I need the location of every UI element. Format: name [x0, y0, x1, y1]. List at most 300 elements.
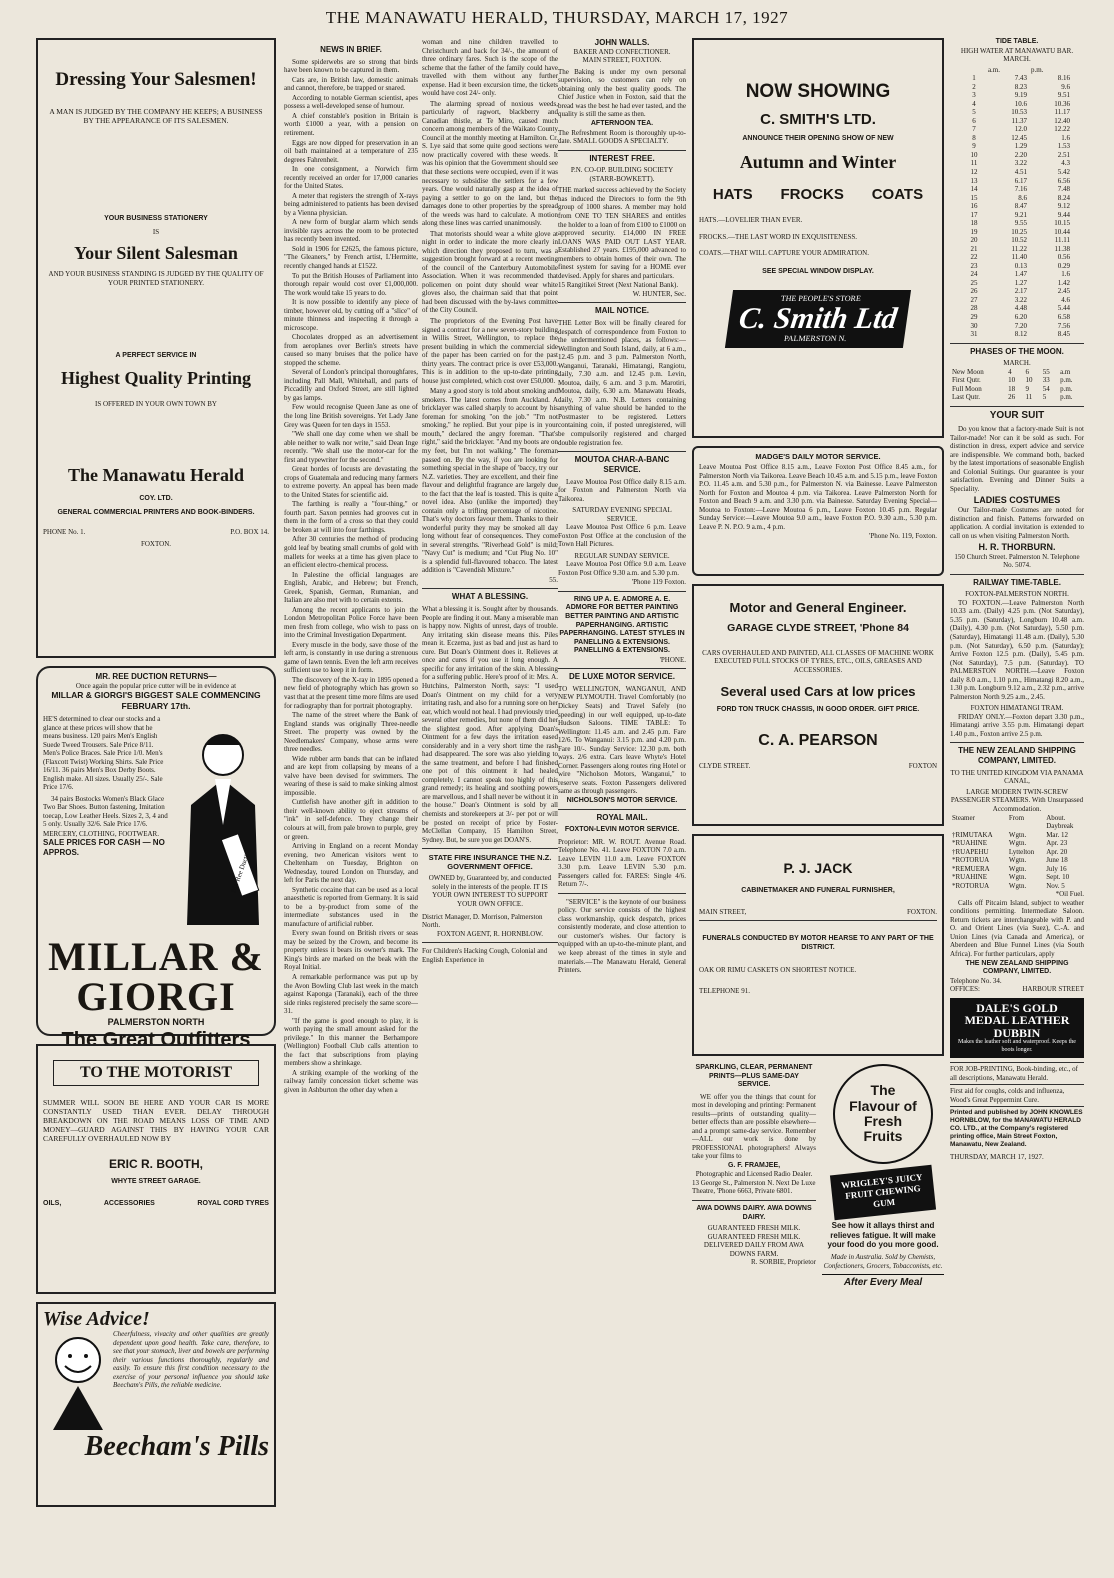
table-cell: 25 [970, 278, 978, 287]
table-row [962, 108, 1072, 117]
ad-line: MARCH. [1003, 359, 1031, 368]
ad-heading: Highest Quality Printing [60, 368, 251, 389]
news-item: A striking example of the working of the railway family concession ticket scheme was given in Ashburton the other day when a [284, 1068, 418, 1094]
table-row [950, 848, 1084, 857]
table-cell: 0.56 [1057, 253, 1070, 262]
news-item: The farthing is really a "four-thing," or fourth part. Saxon pennies had grooves cut in them in the form of a cross so that they could be broken at will into four farthings. [284, 500, 418, 534]
ad-line: MERCERY, CLOTHING, FOOTWEAR. [43, 829, 159, 838]
ad-line: District Manager, D. Morrison, Palmerston North. [422, 912, 543, 930]
table-cell: 6.56 [1057, 176, 1070, 185]
ad-line: 'PHONE. [659, 655, 686, 664]
ad-line: IS OFFERED IN YOUR OWN TOWN BY [95, 400, 217, 409]
ad-body: Our Tailor-made Costumes are noted for distinction and finish. Patterns forwarded on application. A cordial invitation is extended to call on us when visiting Palmerston North. [950, 506, 1084, 540]
section-title: THE NEW ZEALAND SHIPPING COMPANY, LIMITED. [950, 742, 1084, 766]
ad-line: 'Phone No. 119, Foxton. [869, 532, 937, 541]
table-cell: Full Moon [952, 384, 982, 393]
news-item: In one consignment, a Norwich firm recently received an order for 17,000 canaries for the United States. [284, 165, 418, 191]
table-cell: 29 [970, 313, 978, 321]
table-cell: 54 [1042, 384, 1050, 393]
table-row [962, 194, 1072, 203]
table-cell: 5 [1042, 393, 1047, 402]
ad-body: WE offer you the things that count for most in developing and printing: Permanent results—prints of outstanding quality—better effects than are possible elsewhere—and a prompt same-day service. Remember—ALL our work is done by PROFESSIONAL photographers! Always take your films to [692, 1092, 816, 1161]
news-item: Wide rubber arm bands that can be inflated and are kept from collapsing by means of a valve have been devised for swimmers. The wearing of these is said to make sinking almost impossible. [284, 754, 418, 797]
table-cell: 2.17 [1014, 287, 1027, 296]
ad-line: Telephone No. 34. [950, 976, 1002, 985]
ad-line: SALE PRICES FOR CASH — NO APPROS. [43, 838, 165, 858]
table-cell: Wgtn. [1008, 864, 1027, 873]
ad-heading: C. A. PEARSON [758, 731, 878, 749]
table-cell: New Moon [952, 367, 984, 376]
table-row [962, 219, 1072, 228]
table-cell: 8.47 [1014, 202, 1027, 211]
ad-body: 34 pairs Bostocks Women's Black Glace Two Bar Shoes. Button fastening, Imitation toecap, Low Leather Heels. Sizes 2, 3, 4 and 5 only. Usually 32/6. Sale Price 17/6. [43, 794, 168, 829]
section-title: DE LUXE MOTOR SERVICE. [558, 668, 686, 682]
ad-heading: Your Silent Salesman [74, 242, 238, 263]
table-cell: 8.12 [1014, 330, 1027, 339]
ad-body: The Baking is under my own personal supervision, so customers can rely on obtaining only the best quality goods. The Chief Justice when in Foxton, said that the bread was the best he had ever tasted, and the quality is still the same as then. [558, 67, 686, 119]
ad-line: TELEPHONE 91. [699, 986, 750, 995]
ad-line: ANNOUNCE THEIR OPENING SHOW OF NEW [742, 135, 894, 143]
ad-line: CABINETMAKER AND FUNERAL FURNISHER, [741, 887, 895, 895]
table-cell: 10.36 [1054, 99, 1070, 108]
news-item: "If the game is good enough to play, it is worth paying the small amount asked for the privilege." In this manner the Berhampore (Wellington) Football Club calls attention to the fact that subscriptions from playing members show a shrinkage. [284, 1016, 418, 1068]
ad-heading: SPARKLING, CLEAR, PERMANENT PRINTS—PLUS SAME-DAY SERVICE. [695, 1064, 813, 1089]
ad-line: FUNERALS CONDUCTED BY MOTOR HEARSE TO ANY PART OF THE DISTRICT. [702, 935, 934, 951]
ad-line: TO THE UNITED KINGDOM VIA PANAMA CANAL, [950, 768, 1084, 786]
ad-line: IS [152, 227, 160, 236]
table-cell: 33 [1042, 376, 1050, 385]
ad-heading: MILLAR & GIORGI'S BIGGEST SALE COMMENCING FEBRUARY 17th. [51, 690, 261, 711]
table-row [962, 125, 1072, 134]
table-cell: 31 [970, 330, 978, 339]
news-item: Eggs are now dipped for preservation in an oil bath maintained at a temperature of 235 degrees Fahrenheit. [284, 138, 418, 164]
table-cell: 11.37 [1011, 116, 1027, 125]
table-cell: 1.6 [1061, 133, 1070, 142]
article-paragraph: What a blessing it is. Sought after by thousands. People are finding it out. Many a miserable man is happy now. Nights of unrest, days of trouble. Any irritating skin disease means this. Piles mean it. Eczema, just as bad and just as hard to cure. But Doan's Ointment does it. Relieves at once and cures if you use it long enough. A specific for any irritation of the skin. A blessing for a suffering public. Here's proof of it: Mrs. A. Hutchins, Palmerston North, says: "I used Doan's Ointment on my child for a very irritating rash, and also for a running sore on her ear, which would not heal. I had previously tried several other remedies, but none of them did her the slightest good. After applying Doan's Ointment for a few days the irritation eased considerably and in a very short time the rash had disappeared. The sore was also yielding to the same treatment, and before I had finished one pot of this ointment it had healed completely. I cannot speak too highly of this grand remedy; its healing and soothing powers are marvellous, and I shall never be without it in the house." Doan's Ointment is sold by all chemists and storekeepers at 3/- per pot or will be posted on receipt of price by Foster-McClellan Company, 15 Hamilton Street, Sydney. But, be sure you get DOAN'S. [422, 605, 558, 844]
ad-heading: Autumn and Winter [739, 152, 897, 172]
table-header: Steamer [952, 813, 975, 822]
news-item: According to notable German scientist, apes possess a well-developed sense of humour. [284, 93, 418, 111]
table-cell: 1.47 [1014, 270, 1027, 279]
ad-heading: AFTERNOON TEA. [590, 120, 654, 127]
table-cell: 9.21 [1014, 210, 1027, 219]
imprint: Printed and published by JOHN KNOWLES HORNBLOW, for the MANAWATU HERALD CO. LTD., at the Company's registered printing office, Main Street Foxton, Manawatu, New Zealand. [950, 1106, 1084, 1149]
table-cell: 3.22 [1014, 159, 1027, 168]
ad-line: FORD TON TRUCK CHASSIS, IN GOOD ORDER. GIFT PRICE. [716, 706, 920, 714]
dales-dubbin-ad [950, 998, 1084, 1058]
table-row [962, 74, 1072, 83]
table-cell: 9 [972, 142, 976, 151]
table-row [962, 287, 1072, 296]
table-cell: 12.22 [1054, 125, 1070, 134]
table-row [962, 168, 1072, 177]
news-item: The name of the street where the Bank of England stands was originally Three-needle Street. The property was owned by the Needlemakers' Company, whose arms were three needles. [284, 711, 418, 754]
table-cell: 8.16 [1057, 74, 1070, 83]
column-4 [558, 38, 686, 1568]
table-cell: 22 [970, 253, 978, 262]
table-row [962, 322, 1072, 331]
ad-madges-motor-service [692, 446, 944, 576]
table-cell: p.m. [1060, 384, 1073, 393]
logo-place: PALMERSTON N. [783, 334, 848, 344]
table-cell: 10 [970, 150, 978, 159]
ad-line: FOXTON AGENT, R. HORNBLOW. [436, 929, 544, 938]
table-cell: 10.44 [1054, 227, 1070, 236]
column-1 [36, 38, 276, 1568]
ad-line: SEE SPECIAL WINDOW DISPLAY. [762, 267, 874, 275]
millar-giorgi-logo: MILLAR & GIORGI [48, 934, 264, 1019]
ad-beechams [36, 1302, 276, 1507]
ad-line: 'Phone 119 Foxton. [631, 578, 686, 587]
table-cell: 11.40 [1011, 253, 1027, 262]
table-cell: 11.17 [1054, 108, 1070, 117]
table-row [950, 385, 1084, 394]
table-row [962, 279, 1072, 288]
news-item: Sold in 1906 for £2625, the famous picture, "The Gleaners," by French artist, L'Hermitte, recently changed hands at £1522. [284, 244, 418, 270]
table-cell: 9.19 [1014, 91, 1027, 100]
table-cell: 7.20 [1014, 321, 1027, 330]
table-cell: 15 [970, 193, 978, 202]
ad-line: BAKER AND CONFECTIONER. [573, 47, 671, 56]
ad-title: TO THE MOTORIST [53, 1060, 259, 1086]
ad-heading: DALE'S GOLD MEDAL LEATHER DUBBIN [964, 1000, 1070, 1040]
table-row [962, 270, 1072, 279]
table-cell: 55 [1042, 367, 1050, 376]
table-cell: *ROTORUA [952, 856, 990, 865]
ad-to-the-motorist [36, 1044, 276, 1294]
table-cell: 4.48 [1014, 304, 1027, 313]
table-cell: 10.52 [1011, 236, 1027, 245]
ad-heading: FROCKS [780, 185, 844, 203]
ad-framjee [692, 1064, 816, 1289]
ad-pj-jack [692, 834, 944, 1056]
ad-dressing-salesmen [36, 38, 276, 658]
table-cell: 14 [970, 185, 978, 194]
table-cell: Last Qutr. [952, 393, 980, 402]
table-cell: p.m. [1060, 376, 1073, 385]
table-row [950, 393, 1084, 402]
news-item: To put the British Houses of Parliament into thorough repair would cost over £1,000,000. The work would take 15 years to do. [284, 271, 418, 297]
table-cell: 1.29 [1014, 142, 1027, 151]
table-cell: 9.6 [1061, 82, 1070, 91]
ad-body: Do you know that a factory-made Suit is not Tailor-made! Nor can it be sold as such. For distinction in dress, expert advice and service are indispensible. We command both, backed by the latest importations of seasonable English and Colonial Suitings. Our guarantee is your satisfaction. Evening and Dinner Suits a Speciality. [950, 425, 1084, 493]
news-item: The discovery of the X-ray in 1895 opened a new field of photography which has grown so vast that at the present time more films are used for radiography than for portrait photography. [284, 675, 418, 710]
table-cell: June 18 [1046, 856, 1068, 865]
ad-line: FOXTON-PALMERSTON NORTH. [965, 590, 1069, 599]
table-row [962, 134, 1072, 143]
table-cell: *ROTORUA [952, 881, 990, 890]
table-cell: 27 [970, 295, 978, 304]
table-cell: 17 [970, 210, 978, 219]
table-cell: 7 [972, 125, 976, 134]
news-item: Great hordes of locusts are devastating the crops of Guatemala and reducing many farmers to extreme poverty. An appeal has been made to the United States for scientific aid. [284, 465, 418, 499]
news-item: In Palestine the official languages are English, Arabic, and Hebrew; but French, Greek, Spanish, German, Rumanian, and Italian are also met with to certain extents. [284, 570, 418, 605]
ad-pearson-garage [692, 584, 944, 826]
table-cell: *RUAHINE [952, 873, 987, 882]
news-item: Cuttlefish have another gift in addition to their well-known ability to eject streams of "ink" in self-defence. They change their colours at will, from pale brown to purple, grey or green. [284, 798, 418, 841]
ad-line: FOXTON. [906, 907, 937, 916]
table-cell: Lyttelton [1008, 847, 1035, 856]
table-cell: 26 [970, 287, 978, 296]
ad-body: The Refreshment Room is thoroughly up-to-date. SMALL GOODS A SPECIALTY. [558, 128, 686, 146]
table-row [962, 296, 1072, 305]
table-row [962, 151, 1072, 160]
table-cell: 9 [1025, 384, 1029, 393]
ad-line: GENERAL COMMERCIAL PRINTERS AND BOOK-BINDERS. [57, 509, 255, 517]
moon-phases-table [950, 368, 1084, 402]
ad-body: TO WELLINGTON, WANGANUI, AND NEW PLYMOUTH. Travel Comfortably (no Dickey Seats) and Travel Safely (no speeding) in our well equipped, up-to-date Hudson Saloons. TIME TABLE: To Wellington: 11.45 a.m. and 2.45 p.m. Fare 12/6. To Wanganui: 3.15 p.m. and 4.20 p.m. Fare 10/-. Sunday Service: 12.30 p.m. both ways. 2/6 extra. Cars leave Whyte's Hotel Corner. Passengers along routes ring Hotel or wire "Nicholson Motors, Wanganui," to reserve seats. Foxton Passengers delivered same as through passengers. [558, 684, 686, 796]
salesman-badge-text: Mr. Ree Duction [229, 846, 253, 894]
table-cell: 1.6 [1061, 270, 1070, 279]
ad-line: OFFICES: [950, 985, 980, 994]
beechams-logo: Beecham's Pills [84, 1431, 269, 1462]
table-cell: 20 [970, 236, 978, 245]
article-paragraph: THE Letter Box will be finally cleared for despatch of correspondence from Foxton to the undermentioned places, as follows:— Wellington and South Island, daily, at 6 a.m., 12.45 p.m. and 3 p.m. Palmerston North, Wanganui, Taranaki, Himatangi, Rangiotu, daily, 7.30 a.m. and 12.45 p.m. Levin, Moutoa, daily, 6 a.m. and 3 p.m. Marotiri, Moutoa, daily, 6.30 a.m. Manawatu Heads, daily, 7.30 a.m. N.B. Letters containing anything of value should be handed to the Postmaster to be registered. Letters containing coin, if posted unregistered, will be compulsorily registered and charged double registration fee. [558, 319, 686, 447]
ad-heading: MADGE'S DAILY MOTOR SERVICE. [755, 452, 881, 461]
ad-body: THE marked success achieved by the Society has induced the Directors to form the 9th group of 1000 shares. A member may hold from ONE TO TEN SHARES and entitles the holder to a loan of from £100 to £1000 on approved security. £14,000 IN FREE LOANS WAS PAID OUT LAST YEAR. Established 27 years. £195,000 advanced to members to obtain homes of their own. The finest system for saving for a HOME ever devised. Apply for shares and particulars. [558, 186, 686, 280]
ad-line: OILS, [43, 1200, 62, 1208]
table-cell: 19 [970, 227, 978, 236]
table-cell: Sept. 10 [1046, 873, 1070, 882]
ad-body: Leave Moutoa Post Office 6 p.m. Leave Foxton Post Office at the conclusion of the Town Hall Pictures. [558, 523, 686, 549]
table-cell: 8.45 [1057, 330, 1070, 339]
ad-line: A PERFECT SERVICE IN [115, 351, 197, 359]
table-cell: 8.23 [1014, 82, 1027, 91]
table-cell: 0.13 [1014, 261, 1027, 270]
ad-heading: LADIES COSTUMES [973, 495, 1061, 506]
news-item: Cats are, in British law, domestic animals and cannot, therefore, be trapped or snared. [284, 75, 418, 93]
ad-line: FOXTON. [140, 540, 171, 549]
table-cell: 2.20 [1014, 150, 1027, 159]
ad-body: Leave Moutoa Post Office 8.15 a.m., Leave Foxton Post Office 8.45 a.m., for Palmerston North via Taikorea. Leave Beach 10.45 a.m. and 5.15 p.m., leave Foxton P.O. 11.45 a.m. and 5.30 p.m., for Palmerston N. via Bainesse. Leave Palmerston North for Foxton and Moutoa 4 p.m. via Taikorea. Leave Palmerston North for Foxton and Beach 9 a.m. and 3.30 p.m. via Bainesse. Saturday Evening Special—Moutoa to Foxton:—Leave Moutoa 6 p.m., Leave Foxton 10.45 p.m. Regular Sunday Service:—Leave Moutoa 9.0 a.m., leave Foxton P.O. 9.30 a.m., 5.30 p.m. Leave P. N. P.O. 9 a.m., 4 p.m. [699, 463, 937, 531]
table-cell: 18 [1008, 384, 1016, 393]
table-cell: 28 [970, 304, 978, 313]
ad-line: 150 Church Street. Palmerston N. Telephone No. 5074. [954, 552, 1080, 570]
table-cell: First Qutr. [952, 376, 981, 385]
ad-body: Cheerfulness, vivacity and other qualities are greatly dependent upon good health. Take care, therefore, to see that your stomach, liver and bowels are performing their various functions thoroughly, regularly and easily. To ensure this first condition necessary to the exercise of your personal influence you should take Beecham's Pills, the reliable medicine. [113, 1330, 269, 1390]
table-cell: 16 [970, 202, 978, 211]
wrigleys-pack: WRIGLEY'S JUICY FRUIT CHEWING GUM [830, 1165, 936, 1220]
imprint-date: THURSDAY, MARCH 17, 1927. [950, 1152, 1044, 1161]
table-cell: 5.44 [1057, 304, 1070, 313]
ad-body: "SERVICE" is the keynote of our business policy. Our service consists of the highest class workmanship, quick despatch, prices consistently moderate, and close attention to our customer's wishes. Our factory is equipped with an up-to-the-minute plant, and we keep abreast of the times in style and materials.—The Manawatu Herald, General Printers. [558, 897, 686, 975]
table-row [950, 839, 1084, 848]
ad-line: HIGH WATER AT MANAWATU BAR. [960, 46, 1074, 55]
table-cell: a.m [1060, 367, 1071, 376]
table-cell: 8.24 [1057, 193, 1070, 202]
table-cell: 3 [972, 91, 976, 100]
table-cell: 10 [1008, 376, 1016, 385]
table-cell: 7.43 [1014, 74, 1027, 83]
ad-heading: Motor and General Engineer. [729, 600, 907, 615]
ad-heading: NICHOLSON'S MOTOR SERVICE. [566, 796, 678, 804]
news-item: Synthetic cocaine that can be used as a local anaesthetic is reported from Germany. It is said to be a by-product from some of the intermediate substances used in the manufacture of artificial rubber. [284, 885, 418, 928]
table-header: Daybreak [1046, 822, 1074, 831]
ad-heading: ERIC R. BOOTH, [108, 1157, 203, 1172]
news-item: Few would recognise Queen Jane as one of the long line British sovereigns. Yet Lady Jane Grey was Queen for ten days in 1553. [284, 403, 418, 429]
table-row [950, 856, 1084, 865]
ad-body: FRIDAY ONLY.—Foxton depart 3.30 p.m., Himatangi arrive 3.55 p.m. Himatangi depart 1.40 p.m., Foxton arrive 2.5 p.m. [950, 712, 1084, 738]
table-cell: Mar. 12 [1046, 830, 1068, 839]
ad-millar-giorgi [36, 666, 276, 1051]
section-title: WHAT A BLESSING. [422, 588, 558, 602]
tide-table [962, 66, 1072, 339]
ad-heading: COATS [871, 185, 924, 203]
table-cell: Wgtn. [1008, 881, 1027, 890]
table-cell: 3.22 [1014, 295, 1027, 304]
table-cell: Apr. 23 [1046, 839, 1068, 848]
ad-line: For Children's Hacking Cough, Colonial and English Experience in [422, 947, 548, 964]
ad-line: HARBOUR STREET [1022, 985, 1084, 994]
table-cell: Nov. 5 [1046, 881, 1065, 890]
ad-line: AND YOUR BUSINESS STANDING IS JUDGED BY THE QUALITY OF YOUR PRINTED STATIONERY. [48, 270, 264, 287]
po-box-label: P.O. BOX 14. [230, 527, 269, 536]
table-cell: 1.42 [1057, 278, 1070, 287]
ad-line: Photographic and Licensed Radio Dealer. [695, 1170, 813, 1179]
section-title: PHASES OF THE MOON. [950, 343, 1084, 357]
news-item: After 30 centuries the method of producing gold leaf by beating small crumbs of gold with mallets for weeks at a time has given place to an efficient electro-chemical process. [284, 535, 418, 570]
table-row [962, 253, 1072, 262]
table-row [950, 873, 1084, 882]
ad-body: HE'S determined to clear our stocks and a glance at these prices will show that he means business. 120 pairs Men's English Suede Tweed Trousers. Sale Price 8/11. Men's Police Braces. Sale Price 1/0. Men's (Flaxcott Twist) Working Shirts. Sale Price 16/11. 36 pairs Men's Box Derby Boots. English make. All sizes. Usually 25/-. Sale Price 17/6. [43, 715, 164, 792]
table-cell: 4.51 [1014, 167, 1027, 176]
table-cell: 7.16 [1014, 185, 1027, 194]
table-cell: 4 [1008, 367, 1012, 376]
ad-body: See how it allays thirst and relieves fatigue. It will make your food do you more good. [827, 1220, 939, 1250]
table-cell: 10.25 [1011, 227, 1027, 236]
ad-line: FOXTON [908, 762, 937, 771]
ad-line: R. SORBIE, Proprietor [751, 1258, 816, 1267]
section-title: ROYAL MAIL. [558, 809, 686, 823]
article-paragraph: That motorists should wear a white glove at night in order to indicate the more clearly in which direction they proposed to turn, was a suggestion brought forward at a recent meeting of the council of the Canterbury Automobile Association. When it was recommended that policemen on point duty should wear white gloves also, the chairman said that that point had been discussed with the by-laws committee of the City Council. [422, 229, 558, 315]
section-title: INTEREST FREE. [558, 150, 686, 164]
ad-body: Leave Moutoa Post Office 9.0 a.m. Leave Foxton Post Office 9.30 a.m. and 5.30 p.m. [558, 560, 686, 577]
table-cell: 8.6 [1018, 193, 1027, 202]
table-row [950, 831, 1084, 840]
news-item: A meter that registers the strength of X-rays being administered to patients has been devised by a Vienna physician. [284, 191, 418, 217]
table-cell: †RUAPEHU [952, 847, 989, 856]
table-row [950, 376, 1084, 385]
table-row [962, 262, 1072, 271]
article-paragraph: Many a good story is told about smoking and smokers. The latest comes from Auckland. A bricklayer was called sharply to account by his foreman for smoking "on the job." "I'm not smoking," he replied. But your pipe is in your mouth," declared the angry foreman. "That's right," said the bricklayer. "And my boots are on my feet, but I'm not walking." The foreman passed on. By the way, if you are looking for something special in the shape of 'baccy, try our N.Z. varieties. They are excellent, and their fine flavour and delightful fragrance are largely due to the fact that the leaf is toasted. This is quite a novel idea. Also (unlike the imported) they contain only a trifling percentage of nicotine. That's why doctors favour them. Thanks to their wonderful purity they may be smoked all day long without fear of consequences. They come in several strengths. "Riverhead Gold" is mild; "Navy Cut" is medium; and "Cut Plug No. 10" is a splendid full-flavoured tobacco. The latest addition is "Cavendish Mixture." [422, 387, 558, 575]
table-cell: 6 [972, 116, 976, 125]
table-cell: †RIMUTAKA [952, 830, 993, 839]
table-cell: 0.29 [1057, 261, 1070, 270]
ad-heading: THE NEW ZEALAND SHIPPING COMPANY, LIMITED. [965, 959, 1069, 976]
table-row [962, 142, 1072, 151]
phone-label: PHONE No. 1. [43, 527, 86, 536]
table-row [962, 330, 1072, 339]
table-cell: 1 [972, 74, 976, 83]
ad-heading: The Great Outfitters [61, 1028, 251, 1051]
table-cell: *RUAHINE [952, 839, 987, 848]
table-cell: 12 [970, 167, 978, 176]
table-row [962, 313, 1072, 322]
logo-tagline: THE PEOPLE'S STORE [780, 294, 862, 304]
table-cell: 26 [1008, 393, 1016, 402]
ad-body: Leave Moutoa Post Office daily 8.15 a.m. for Foxton and Palmerston North via Taikorea. [558, 477, 686, 503]
ad-title: Dressing Your Salesmen! [55, 69, 257, 90]
ad-line: MAIN STREET, FOXTON. [582, 56, 662, 65]
table-cell: 9.12 [1057, 202, 1070, 211]
news-item: Every muscle in the body, save those of the left arm, is constantly in use during a strenuous game of lawn tennis. Even the left arm receives sufficient use to keep it in form. [284, 640, 418, 675]
steamer-table [950, 814, 1084, 891]
table-cell: 4 [972, 99, 976, 108]
news-item: Several of London's principal thoroughfares, including Pall Mall, Whitehall, and parts of Piccadilly and Oxford Street, are still lighted by gas lamps. [284, 368, 418, 402]
ad-line: 13 George St., Palmerston N. Next De Luxe Theatre, 'Phone 6663, Private 6801. [692, 1178, 816, 1196]
table-cell: 24 [970, 270, 978, 279]
news-item: "We shall one day come when we shall be able neither to walk nor write," said Dean Inge recently. "We shall use the motor-car for the first and typewriter for the second." [284, 430, 418, 464]
ad-heading: P.N. CO-OP. BUILDING SOCIETY (STARR-BOWKETT). [570, 166, 674, 183]
table-header: a.m. [987, 65, 1001, 74]
table-cell: 1.27 [1014, 278, 1027, 287]
ad-heading: G. F. FRAMJEE, [727, 1161, 781, 1169]
table-row [950, 882, 1084, 891]
table-header [962, 66, 986, 75]
ad-line: FOXTON HIMATANGI TRAM. [970, 704, 1064, 713]
news-item: Some spiderwebs are so strong that birds have been known to be captured in them. [284, 57, 418, 75]
section-title: STATE FIRE INSURANCE THE N.Z. GOVERNMENT OFFICE. [428, 853, 552, 872]
ad-line: FROCKS.—THE LAST WORD IN EXQUISITENESS. [699, 232, 858, 241]
table-cell: 11.11 [1054, 236, 1070, 245]
ad-line: MARCH. [1003, 55, 1031, 64]
ad-title: MR. REE DUCTION RETURNS— [95, 672, 217, 681]
ad-line: COATS.—THAT WILL CAPTURE YOUR ADMIRATION. [699, 249, 869, 258]
ad-heading: The Flavour of Fresh Fruits [833, 1064, 933, 1164]
ad-line: Once again the popular price cutter will be in evidence at [75, 681, 237, 690]
table-row [962, 177, 1072, 186]
ad-subtitle: A MAN IS JUDGED BY THE COMPANY HE KEEPS; A BUSINESS BY THE APPEARANCE OF ITS SALESMEN. [49, 107, 263, 126]
table-cell: 12.45 [1011, 133, 1027, 142]
ad-line: W. HUNTER, Sec. [632, 289, 686, 298]
column-5 [692, 38, 944, 1568]
table-row [962, 185, 1072, 194]
table-row [962, 304, 1072, 313]
ad-line: YOUR BUSINESS STATIONERY [104, 215, 208, 223]
ad-heading: NOW SHOWING [745, 81, 891, 102]
table-cell: 5 [972, 108, 976, 117]
article-paragraph: woman and nine children travelled to Christchurch and back for 34/-, the amount of three ordinary fares. Such is the scope of the scheme that the father of the family could have travelled with them without any further expense. Had it been excursion time, the tickets would have cost 24/- only. [422, 38, 558, 98]
section-title: MAIL NOTICE. [558, 302, 686, 316]
table-cell: 12.0 [1014, 125, 1027, 134]
table-cell: 30 [970, 321, 978, 330]
ad-heading: Several used Cars at low prices [720, 684, 916, 700]
table-cell: 10.53 [1011, 108, 1027, 117]
article-paragraph: The alarming spread of noxious weeds, particularly of ragwort, blackberry and Canadian thistle, at Te Miro, caused much concern among members of the Waikato County Council at the monthly meeting at Hamilton. Cr. S. Lye said that some quite good sections were now practically covered with these weeds. It was his opinion that the Government should see that these sections were occupied, even if it was necessary to subsidise the settlers for a few years. One would naturally gasp at the idea of paying a settler to go on the land, but the damages done to other properties by the spread of the weeds was hard to calculate. A motion along these lines was carried unanimously. [422, 99, 558, 228]
smiling-man-illustration [43, 1330, 113, 1430]
table-row [962, 211, 1072, 220]
ad-line: OAK OR RIMU CASKETS ON SHORTEST NOTICE. [699, 966, 857, 975]
table-cell: 9.44 [1057, 210, 1070, 219]
news-item: It is now possible to identify any piece of timber, however old, by cutting off a "slice" of minute thinness and inspecting it through a microscope. [284, 298, 418, 332]
table-cell: *REMUERA [952, 864, 990, 873]
table-cell: 9.55 [1014, 219, 1027, 228]
ad-line: CLYDE STREET. [699, 762, 751, 771]
table-row [962, 159, 1072, 168]
table-cell: 4.3 [1061, 159, 1070, 168]
table-cell: p.m. [1060, 393, 1073, 402]
ad-line: First aid for coughs, colds and influenza, Wood's Great Peppermint Cure. [950, 1084, 1084, 1104]
section-title: JOHN WALLS. [594, 38, 650, 47]
table-row [962, 236, 1072, 245]
ad-body: Calls off Pitcairn Island, subject to weather conditions permitting. Intermediate Saloon. Return tickets are interchangeable with P. and O. and Orient Lines (via Suez), C.-A. and Union Lines (via Canada and America), or Aberdeen and Blue Funnel Lines (via South Africa). For further particulars, apply [950, 898, 1084, 958]
news-item: Chocolates dropped as an advertisement from aeroplanes over Berlin's streets have caused so many bruises that the police have stopped the scheme. [284, 333, 418, 367]
table-row [950, 865, 1084, 874]
ad-heading: HATS [712, 185, 753, 203]
table-row [962, 100, 1072, 109]
table-cell: 11 [1025, 393, 1033, 402]
ad-body: Proprietor: MR. W. ROUT. Avenue Road. Telephone No. 41. Leave FOXTON 7.0 a.m. Leave LEVIN 11.0 a.m. Leave FOXTON 3.30 p.m. Leave LEVIN 5.30 p.m. Passengers called for. FARES: Single 4/6. Return 7/-. [558, 837, 686, 889]
